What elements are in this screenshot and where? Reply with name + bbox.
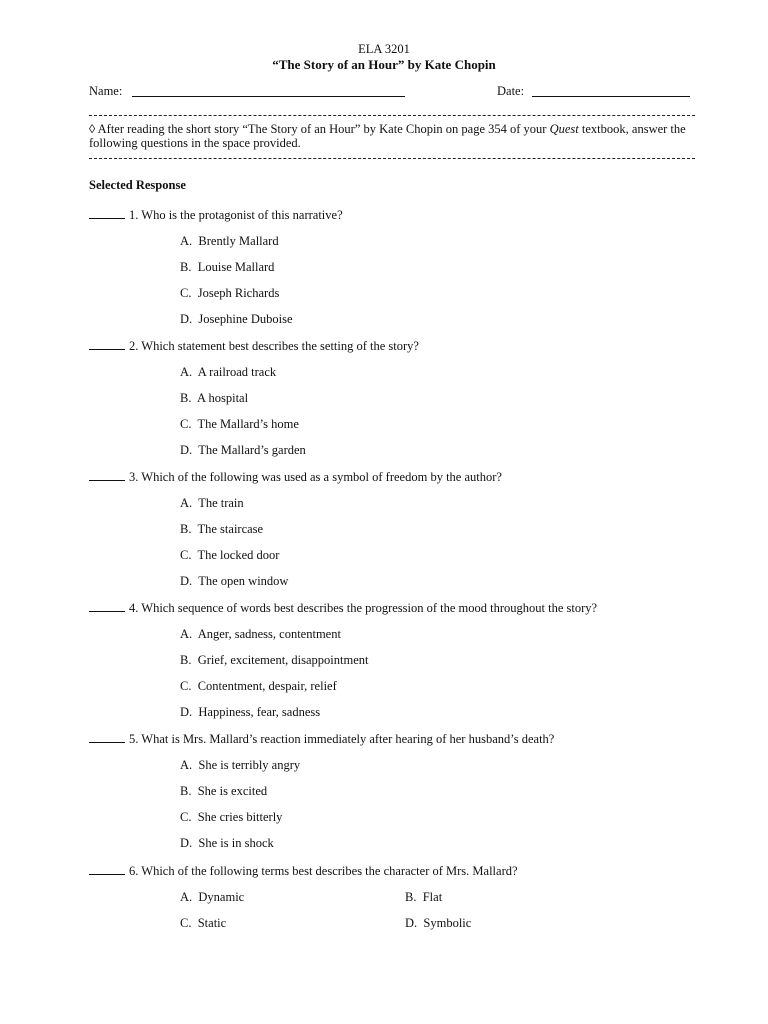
option-c <box>180 679 337 694</box>
option-letter: B. <box>180 783 192 798</box>
option-text: Anger, sadness, contentment <box>197 626 341 641</box>
option-letter: B. <box>405 889 417 904</box>
option-letter: C. <box>180 548 192 563</box>
answer-blank[interactable] <box>89 731 125 743</box>
option-letter: D. <box>180 705 193 720</box>
date-label: Date: <box>497 84 525 98</box>
option-a <box>180 758 300 773</box>
option-letter: C. <box>180 679 192 694</box>
option-letter: C. <box>180 810 192 825</box>
option-d <box>180 705 320 720</box>
question-number: 2. <box>129 339 139 353</box>
instructions-text-end: textbook, answer the following questions in the space provided. <box>89 122 686 150</box>
option-letter: B. <box>180 259 192 274</box>
question-text: Who is the protagonist of this narrative? <box>141 208 343 222</box>
option-letter: A. <box>180 495 193 510</box>
question-number: 5. <box>129 732 139 746</box>
option-letter: D. <box>405 915 418 930</box>
course-code: ELA 3201 <box>358 42 410 56</box>
option-d <box>180 836 274 851</box>
option-b <box>180 391 248 406</box>
question-number: 1. <box>129 208 139 222</box>
option-letter: A. <box>180 626 193 641</box>
diamond-icon: ◊ <box>89 122 96 136</box>
question-5 <box>89 731 554 747</box>
option-d <box>180 312 293 327</box>
option-b <box>405 890 442 905</box>
name-date-row <box>89 84 695 100</box>
option-d <box>180 574 288 589</box>
question-text: Which sequence of words best describes the progression of the mood throughout the story? <box>141 601 598 615</box>
option-letter: A. <box>180 757 193 772</box>
option-text: Happiness, fear, sadness <box>198 705 321 720</box>
option-text: She is excited <box>197 783 268 798</box>
textbook-name: Quest <box>549 122 579 136</box>
option-a <box>180 890 244 905</box>
question-number: 3. <box>129 470 139 484</box>
date-field[interactable] <box>532 96 690 97</box>
question-6 <box>89 863 518 879</box>
question-number: 4. <box>129 601 139 615</box>
answer-blank[interactable] <box>89 338 125 350</box>
option-c <box>180 916 226 931</box>
option-text: Flat <box>422 889 443 904</box>
question-1 <box>89 207 343 223</box>
option-b <box>180 784 267 799</box>
option-letter: A. <box>180 233 193 248</box>
option-text: Contentment, despair, relief <box>197 679 337 694</box>
option-text: Dynamic <box>198 889 245 904</box>
option-text: The train <box>198 495 244 510</box>
option-text: Symbolic <box>423 915 472 930</box>
option-text: The Mallard’s garden <box>198 443 306 458</box>
section-heading: Selected Response <box>89 178 186 192</box>
option-text: Louise Mallard <box>197 259 275 274</box>
answer-blank[interactable] <box>89 600 125 612</box>
option-text: The open window <box>198 574 289 589</box>
option-a <box>180 496 244 511</box>
option-d <box>405 916 471 931</box>
option-text: Grief, excitement, disappointment <box>197 652 369 667</box>
option-text: She is terribly angry <box>198 757 301 772</box>
option-letter: B. <box>180 521 192 536</box>
question-text: Which of the following was used as a symbol of freedom by the author? <box>141 470 502 484</box>
option-text: The Mallard’s home <box>197 417 299 432</box>
option-letter: D. <box>180 443 193 458</box>
option-c <box>180 417 299 432</box>
option-letter: D. <box>180 312 193 327</box>
divider-top <box>89 115 695 116</box>
question-3 <box>89 469 502 485</box>
worksheet-title: “The Story of an Hour” by Kate Chopin <box>272 57 496 72</box>
option-c <box>180 548 279 563</box>
option-letter: D. <box>180 574 193 589</box>
option-text: Brently Mallard <box>198 233 279 248</box>
name-label: Name: <box>89 84 123 98</box>
option-a <box>180 365 276 380</box>
instructions-text: After reading the short story “The Story of an Hour” by Kate Chopin on page 354 of your <box>97 122 550 136</box>
option-a <box>180 234 279 249</box>
option-letter: C. <box>180 915 192 930</box>
option-b <box>180 653 369 668</box>
option-letter: B. <box>180 390 192 405</box>
option-c <box>180 286 279 301</box>
option-letter: D. <box>180 836 193 851</box>
option-letter: C. <box>180 286 192 301</box>
option-text: Joseph Richards <box>197 286 280 301</box>
divider-bottom <box>89 158 695 159</box>
option-text: A hospital <box>197 390 249 405</box>
option-text: Static <box>197 915 227 930</box>
option-b <box>180 260 274 275</box>
answer-blank[interactable] <box>89 469 125 481</box>
option-letter: B. <box>180 652 192 667</box>
question-text: Which of the following terms best describes the character of Mrs. Mallard? <box>141 864 518 878</box>
name-field[interactable] <box>132 96 405 97</box>
option-letter: C. <box>180 417 192 432</box>
option-text: The staircase <box>197 521 264 536</box>
option-a <box>180 627 341 642</box>
option-text: Josephine Duboise <box>198 312 293 327</box>
option-text: The locked door <box>197 548 280 563</box>
option-d <box>180 443 306 458</box>
option-letter: A. <box>180 889 193 904</box>
answer-blank[interactable] <box>89 207 125 219</box>
question-number: 6. <box>129 864 139 878</box>
option-text: She cries bitterly <box>197 810 283 825</box>
option-letter: A. <box>180 364 193 379</box>
option-c <box>180 810 282 825</box>
option-text: She is in shock <box>198 836 274 851</box>
question-text: Which statement best describes the setting of the story? <box>141 339 419 353</box>
instructions <box>89 122 695 150</box>
answer-blank[interactable] <box>89 863 125 875</box>
option-b <box>180 522 263 537</box>
question-4 <box>89 600 597 616</box>
question-text: What is Mrs. Mallard’s reaction immediately after hearing of her husband’s death? <box>141 732 555 746</box>
option-text: A railroad track <box>197 364 277 379</box>
question-2 <box>89 338 419 354</box>
